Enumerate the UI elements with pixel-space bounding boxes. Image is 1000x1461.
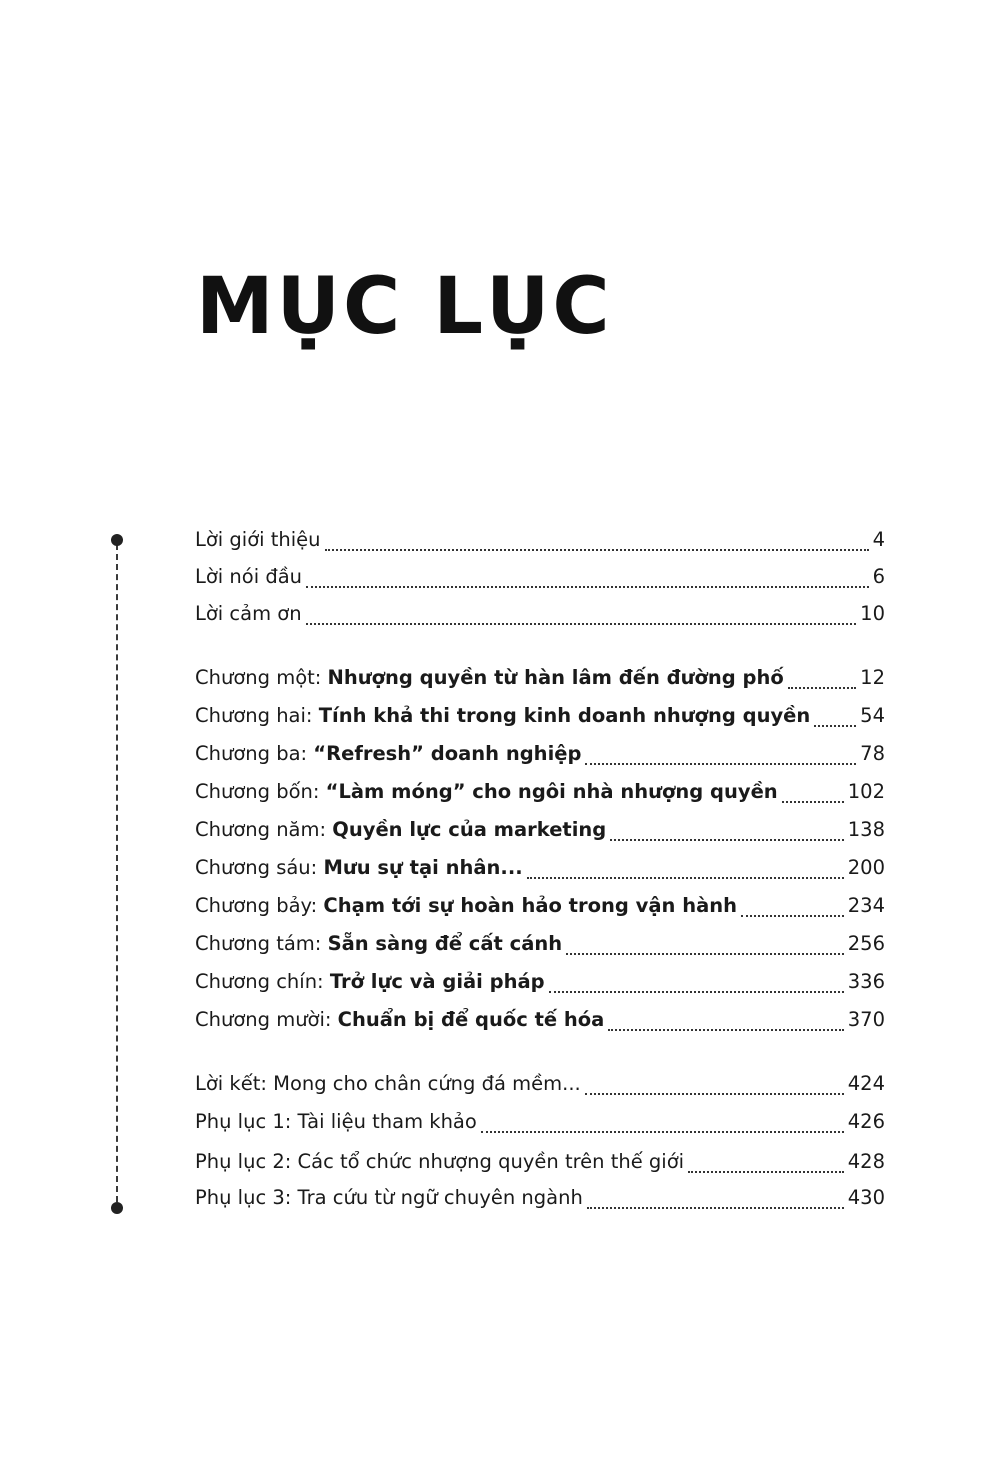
toc-entry-prefix: Lời giới thiệu <box>195 528 321 551</box>
toc-entry <box>195 818 885 848</box>
toc-entry-prefix: Phụ lục 1: Tài liệu tham khảo <box>195 1110 477 1133</box>
toc-entry-prefix: Phụ lục 3: Tra cứu từ ngữ chuyên ngành <box>195 1186 583 1209</box>
toc-page-number: 138 <box>847 818 885 841</box>
toc-entry <box>195 1186 885 1216</box>
toc-entry-title: Mưu sự tại nhân... <box>323 856 523 879</box>
toc-page-number: 6 <box>872 565 885 588</box>
toc-page-number: 428 <box>847 1150 885 1173</box>
toc-page-number: 12 <box>860 666 885 689</box>
toc-entry-title: Nhượng quyền từ hàn lâm đến đường phố <box>327 666 784 689</box>
rule-dot-top <box>111 534 123 546</box>
dot-leader <box>741 915 844 917</box>
toc-page-number: 54 <box>860 704 885 727</box>
dot-leader <box>481 1131 844 1133</box>
toc-entry-prefix: Chương một: <box>195 666 328 689</box>
toc-entry-prefix: Chương tám: <box>195 932 328 955</box>
toc-entry-prefix: Chương chín: <box>195 970 330 993</box>
toc-entry-prefix: Lời nói đầu <box>195 565 303 588</box>
dot-leader <box>527 877 844 879</box>
toc-entry-prefix: Chương mười: <box>195 1008 338 1031</box>
decorative-dashed-rule <box>116 544 118 1202</box>
toc-entry-prefix: Lời kết: Mong cho chân cứng đá mềm... <box>195 1072 581 1095</box>
toc-page-number: 78 <box>860 742 885 765</box>
toc-entry <box>195 1008 885 1038</box>
toc-entry <box>195 1150 885 1180</box>
toc-page-number: 430 <box>847 1186 885 1209</box>
rule-dot-bottom <box>111 1202 123 1214</box>
toc-entry-title: Tính khả thi trong kinh doanh nhượng quyền <box>318 704 811 727</box>
dot-leader <box>608 1029 843 1031</box>
toc-entry-prefix: Chương bốn: <box>195 780 326 803</box>
dot-leader <box>566 953 844 955</box>
toc-page-number: 256 <box>847 932 885 955</box>
toc-entry <box>195 528 885 558</box>
toc-entry-title: “Làm móng” cho ngôi nhà nhượng quyền <box>325 780 778 803</box>
dot-leader <box>688 1171 844 1173</box>
dot-leader <box>782 801 844 803</box>
dot-leader <box>587 1207 844 1209</box>
toc-entry-title: Trở lực và giải pháp <box>329 970 545 993</box>
toc-entry <box>195 856 885 886</box>
page-title: MỤC LỤC <box>196 262 613 352</box>
toc-entry <box>195 565 885 595</box>
toc-entry-prefix: Phụ lục 2: Các tổ chức nhượng quyền trên thế giới <box>195 1150 685 1173</box>
toc-entry <box>195 1110 885 1140</box>
toc-entry <box>195 970 885 1000</box>
toc-page-number: 424 <box>847 1072 885 1095</box>
dot-leader <box>306 623 857 625</box>
toc-page-number: 200 <box>847 856 885 879</box>
toc-entry-title: Chạm tới sự hoàn hảo trong vận hành <box>323 894 737 917</box>
dot-leader <box>325 549 869 551</box>
toc-entry-prefix: Chương ba: <box>195 742 314 765</box>
toc-entry <box>195 602 885 632</box>
toc-page-number: 10 <box>860 602 885 625</box>
toc-entry-prefix: Chương sáu: <box>195 856 324 879</box>
toc-entry <box>195 894 885 924</box>
toc-entry-prefix: Lời cảm ơn <box>195 602 302 625</box>
toc-entry <box>195 1072 885 1102</box>
dot-leader <box>585 763 856 765</box>
toc-entry <box>195 932 885 962</box>
dot-leader <box>788 687 856 689</box>
toc-entry <box>195 742 885 772</box>
toc-page-number: 102 <box>847 780 885 803</box>
toc-page-number: 234 <box>847 894 885 917</box>
toc-page-number: 4 <box>872 528 885 551</box>
toc-entry-title: “Refresh” doanh nghiệp <box>313 742 582 765</box>
toc-entry-title: Quyền lực của marketing <box>332 818 607 841</box>
toc-entry-prefix: Chương hai: <box>195 704 319 727</box>
toc-entry <box>195 666 885 696</box>
toc-page-number: 370 <box>847 1008 885 1031</box>
toc-entry-title: Chuẩn bị để quốc tế hóa <box>337 1008 605 1031</box>
dot-leader <box>549 991 844 993</box>
toc-entry-prefix: Chương bảy: <box>195 894 324 917</box>
dot-leader <box>585 1093 844 1095</box>
toc-entry <box>195 704 885 734</box>
dot-leader <box>610 839 844 841</box>
toc-entry <box>195 780 885 810</box>
toc-entry-title: Sẵn sàng để cất cánh <box>327 932 563 955</box>
toc-page-number: 426 <box>847 1110 885 1133</box>
dot-leader <box>306 586 869 588</box>
toc-entry-prefix: Chương năm: <box>195 818 333 841</box>
toc-page-number: 336 <box>847 970 885 993</box>
dot-leader <box>814 725 856 727</box>
